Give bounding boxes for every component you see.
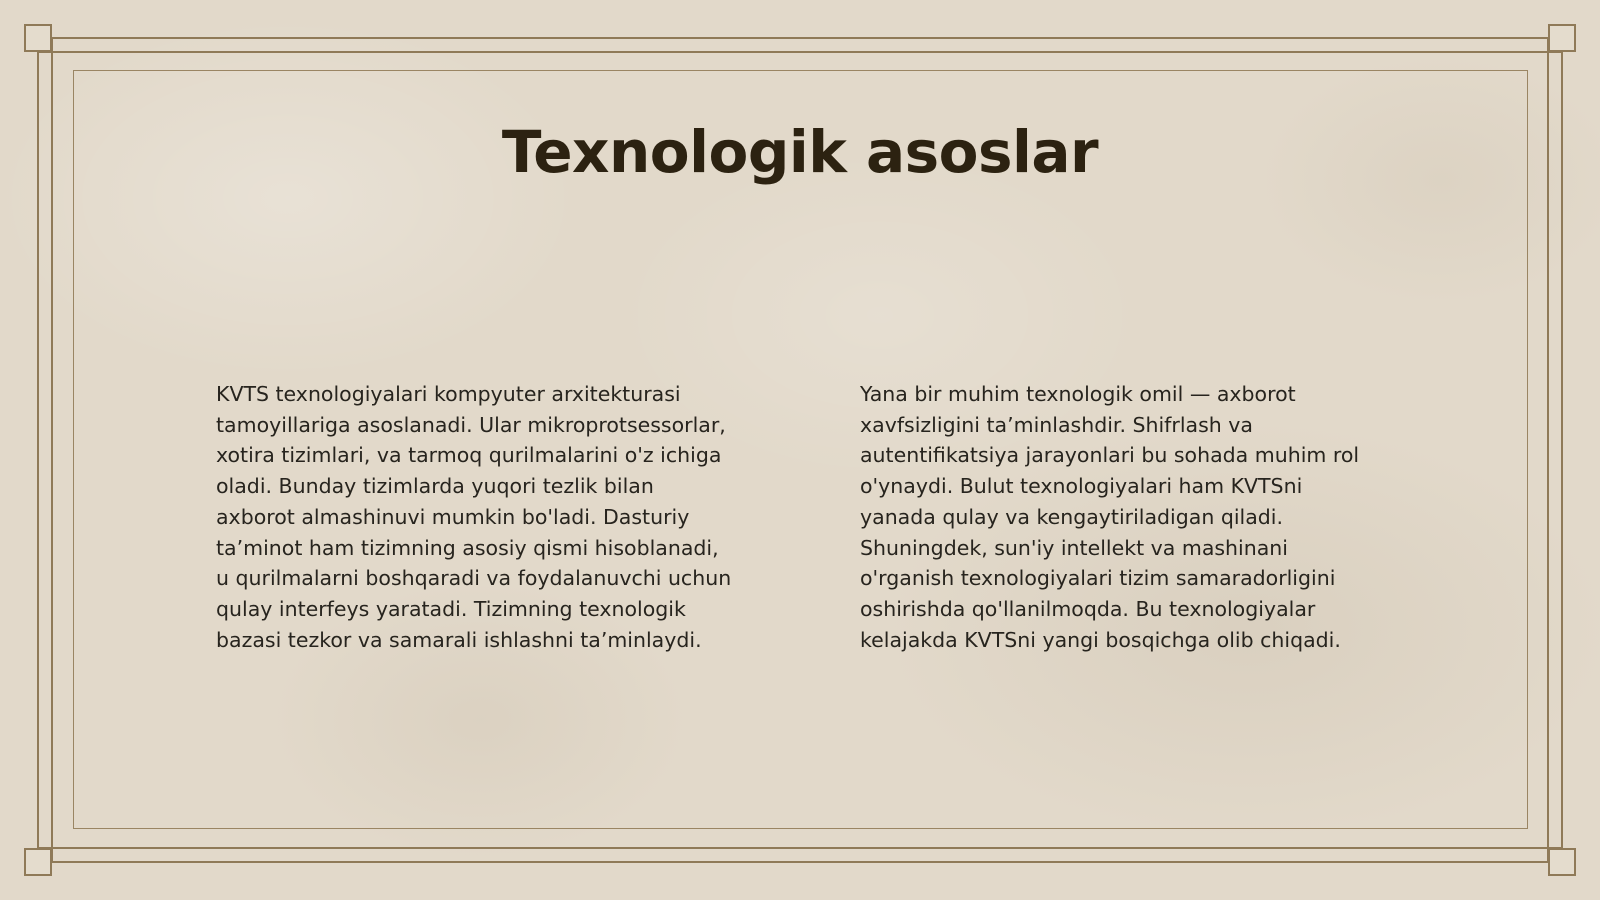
left-paragraph: KVTS texnologiyalari kompyuter arxitekturasi tamoyillariga asoslanadi. Ular mikroprotsessorlar, xotira tizimlari, va tarmoq qurilmalarini o'z ichiga oladi. Bunday tizimlarda yuqori tezlik bilan axborot almashinuvi mumkin bo'ladi. Dasturiy ta’minot ham tizimning asosiy qismi hisoblanadi, u qurilmalarni boshqaradi va foydalanuvchi uchun qulay interfeys yaratadi. Tizimning texnologik bazasi tezkor va samarali ishlashni ta’minlaydi. xyxy=(216,382,732,652)
frame-corner-bottom-left xyxy=(24,848,52,876)
slide-title: Texnologik asoslar xyxy=(501,118,1099,186)
frame-bottom-inner-line xyxy=(38,847,1562,849)
frame-top-inner-line xyxy=(38,51,1562,53)
frame-top-outer-line xyxy=(38,37,1562,39)
frame-corner-top-left xyxy=(24,24,52,52)
frame-bottom-outer-line xyxy=(38,861,1562,863)
right-paragraph: Yana bir muhim texnologik omil — axborot xavfsizligini ta’minlashdir. Shifrlash va autentifikatsiya jarayonlari bu sohada muhim rol o'ynaydi. Bulut texnologiyalari ham KVTSni yanada qulay va kengaytiriladigan qiladi. Shuningdek, sun'iy intellekt va mashinani o'rganish texnologiyalari tizim samaradorligini oshirishda qo'llanilmoqda. Bu texnologiyalar kelajakda KVTSni yangi bosqichga olib chiqadi. xyxy=(860,382,1360,652)
frame-corner-bottom-right xyxy=(1548,848,1576,876)
frame-corner-top-right xyxy=(1548,24,1576,52)
